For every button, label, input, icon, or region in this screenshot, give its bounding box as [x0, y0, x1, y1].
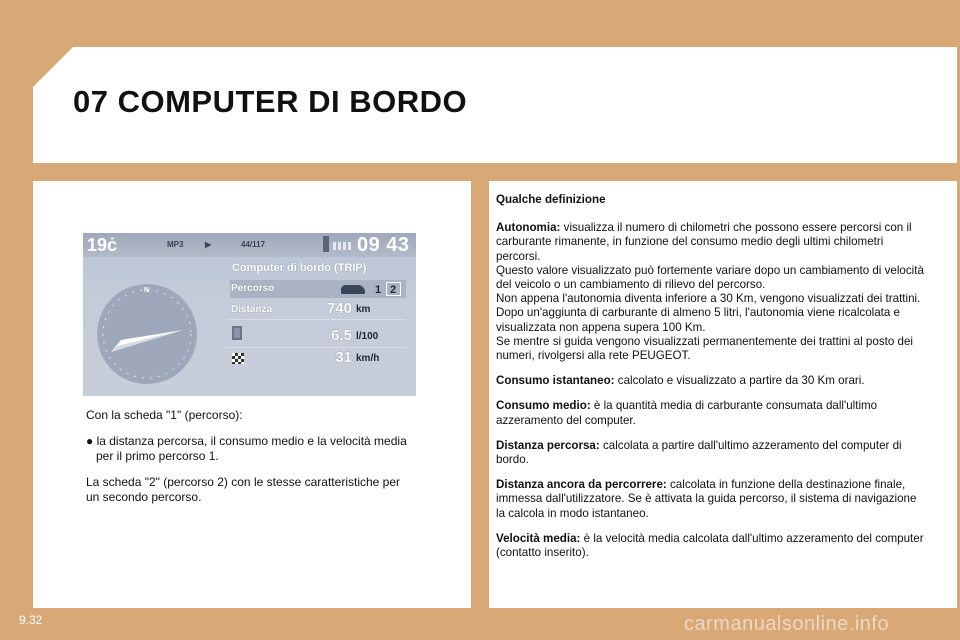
tab-description	[86, 408, 416, 516]
display-distance-label: Distanza	[231, 304, 273, 315]
definition-term: Distanza ancora da percorrere:	[496, 478, 667, 492]
tab-2-description: La scheda "2" (percorso 2) con le stesse caratteristiche per un secondo percorso.	[86, 475, 401, 504]
display-temperature: 19ċ	[87, 235, 118, 255]
definition-text: Non appena l'autonomia diventa inferiore a 30 Km, vengono visualizzati dei trattini. Dopo un'aggiunta di carburante di almeno 5 litri, l'autonomia viene ricalcolata e visualizzata non appena supera 100 Km.	[496, 292, 921, 334]
display-heading: Computer di bordo (TRIP)	[232, 262, 367, 274]
compass-icon	[91, 278, 203, 390]
display-tab-label: Percorso	[231, 283, 275, 294]
display-consumption-unit: l/100	[356, 331, 379, 342]
definition-distanza-percorsa	[496, 439, 928, 467]
definition-text: calcolato e visualizzato a partire da 30 Km orari.	[617, 374, 865, 388]
definition-term: Consumo istantaneo:	[496, 374, 615, 388]
display-track: 44/117	[241, 240, 266, 249]
display-tab-2: 2	[390, 284, 397, 296]
display-distance-unit: km	[356, 304, 371, 315]
definition-text: è la velocità media calcolata dall'ultimo azzeramento del computer (contatto inserito).	[496, 531, 924, 560]
left-panel	[33, 181, 471, 608]
definition-term: Distanza percorsa:	[496, 438, 600, 452]
page-title: 07 COMPUTER DI BORDO	[73, 84, 468, 119]
definitions-section	[496, 193, 928, 571]
display-tab-1: 1	[375, 284, 382, 296]
page-number: 9.32	[19, 613, 43, 627]
definition-text: visualizza il numero di chilometri che possono essere percorsi con il carburante rimanente, in funzione del consumo medio degli ultimi chilometri percorsi.	[496, 221, 912, 263]
display-consumption-value: 6.5	[331, 327, 352, 344]
display-speed-unit: km/h	[356, 353, 380, 364]
definition-text: calcolata a partire dall'ultimo azzeramento del computer di bordo.	[496, 438, 902, 467]
watermark: carmanualsonline.info	[684, 613, 890, 635]
display-divider	[226, 319, 406, 320]
definition-text: è la quantità media di carburante consumata dall'ultimo azzeramento del computer.	[496, 399, 878, 427]
play-icon: ▶	[205, 240, 212, 249]
definition-distanza-da-percorrere	[496, 478, 928, 521]
definition-term: Consumo medio:	[496, 399, 591, 413]
definition-term: Velocità media:	[496, 531, 581, 545]
display-distance-value: 740	[326, 300, 352, 317]
display-divider	[226, 347, 406, 348]
tab-1-intro: Con la scheda "1" (percorso):	[86, 408, 243, 422]
right-panel	[489, 181, 957, 608]
car-icon	[341, 285, 365, 294]
svg-text:N: N	[144, 287, 150, 294]
display-speed-value: 31	[335, 349, 352, 366]
definition-autonomia	[496, 221, 928, 363]
definition-velocita-media	[496, 532, 928, 560]
display-time: 09 43	[357, 234, 410, 256]
definition-term: Autonomia:	[496, 221, 561, 235]
definition-text: Questo valore visualizzato può fortemente variare dopo un cambiamento di velocità del veicolo o un cambiamento di rilievo del percorso.	[496, 263, 924, 292]
fuel-gauge-icon	[323, 236, 329, 252]
display-source-label: MP3	[167, 240, 184, 249]
tab-1-bullet: ● la distanza percorsa, il consumo medio e la velocità media per il primo percorso 1.	[86, 434, 407, 463]
definition-consumo-istantaneo	[496, 374, 928, 388]
definition-consumo-medio	[496, 399, 928, 427]
definitions-heading: Qualche definizione	[496, 193, 606, 206]
checkered-flag-icon	[232, 353, 244, 364]
definition-text: Se mentre si guida vengono visualizzati permanentemente dei trattini al posto dei numeri, rivolgersi alla rete PEUGEOT.	[496, 334, 913, 363]
signal-bars-icon	[333, 242, 353, 250]
definition-text: calcolata in funzione della destinazione finale, immessa dall'utilizzatore. Se è attivata la guida percorso, il sistema di navigazione la calcola in modo istantaneo.	[496, 478, 917, 520]
fuel-pump-icon	[232, 326, 242, 340]
trip-computer-display	[83, 233, 416, 396]
